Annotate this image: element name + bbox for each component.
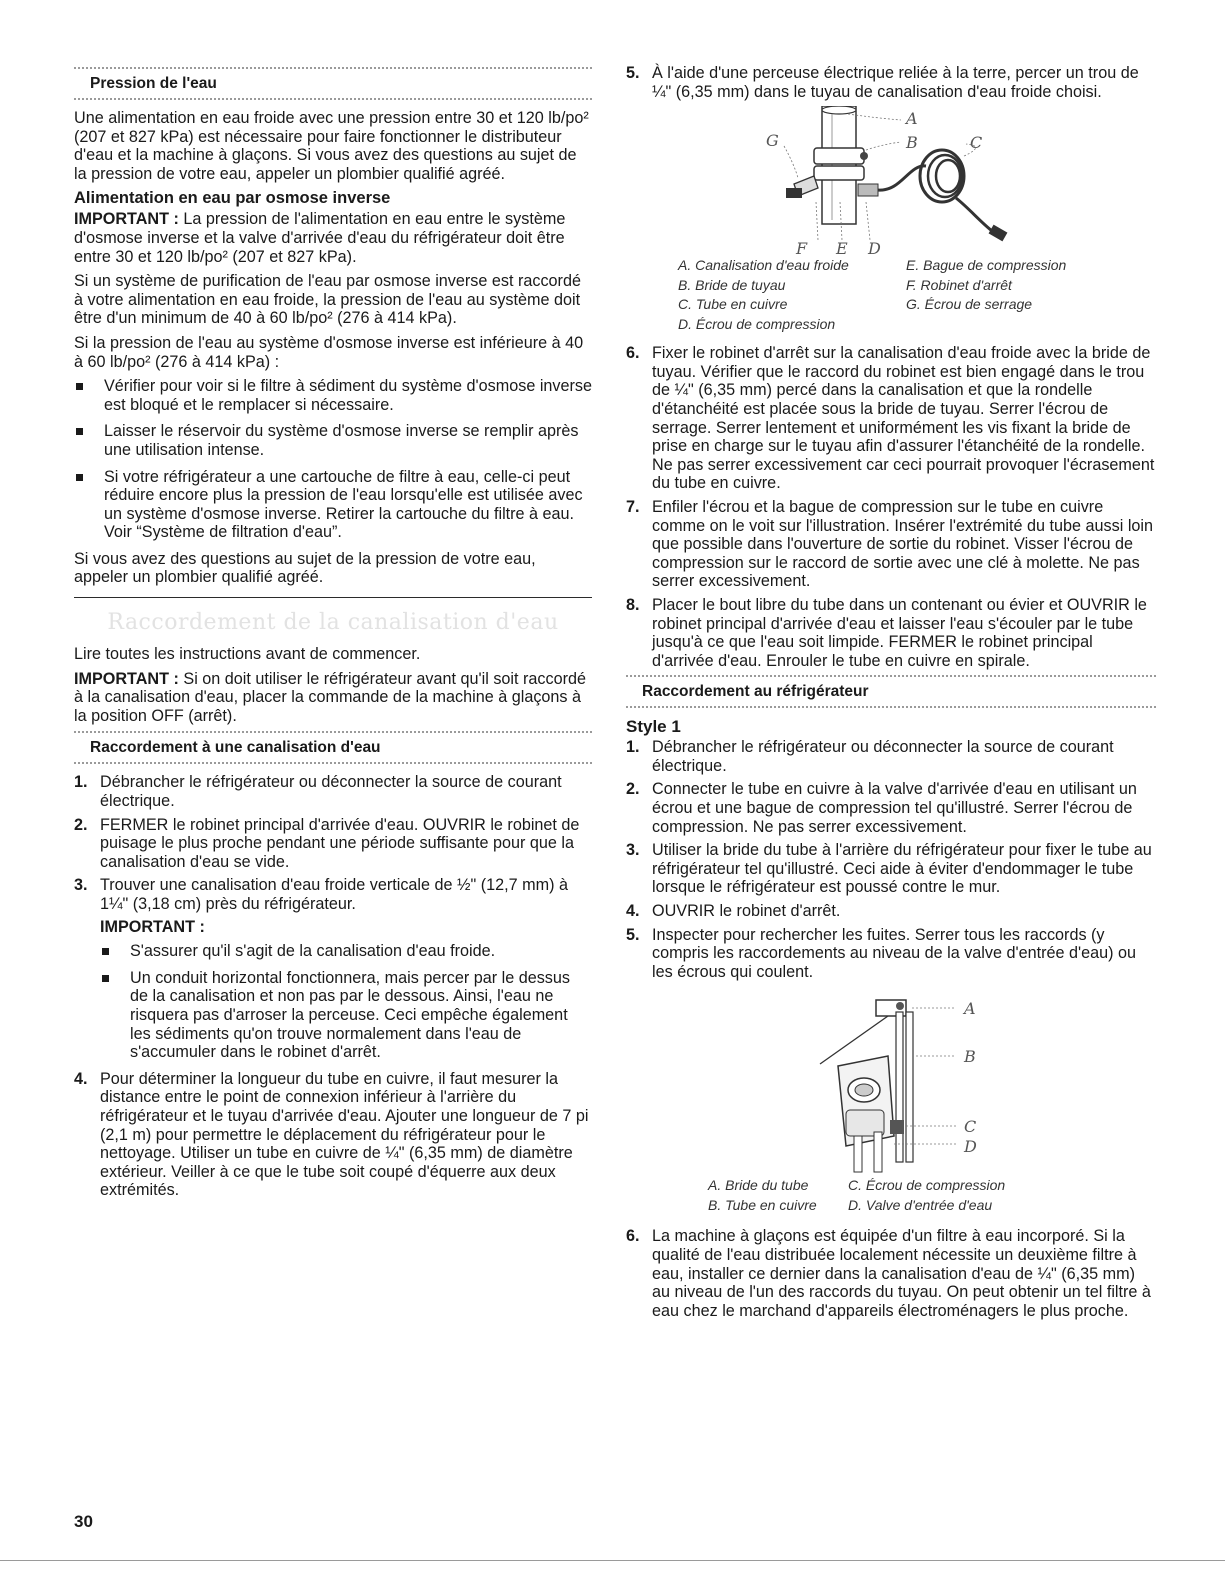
step-text: Trouver une canalisation d'eau froide verticale de ½" (12,7 mm) à 1¼" (3,18 cm) près du réfrigérateur. — [100, 876, 569, 913]
subheading-osmose: Alimentation en eau par osmose inverse — [74, 189, 391, 208]
step-item — [74, 1070, 592, 1200]
paragraph: Si la pression de l'eau au système d'osmose inverse est inférieure à 40 à 60 lb/po² (276 à 414 kPa) : — [74, 333, 584, 371]
step-text: Placer le bout libre du tube dans un contenant ou évier et OUVRIR le robinet principal d'arrivée d'eau et laisser l'eau s'écouler par le tube jusqu'à ce que l'eau soit limpide. FERMER le robinet principal d'arrivée d'eau. Enrouler le tube en cuivre en spirale. — [652, 595, 1147, 670]
step-number: 2. — [626, 780, 640, 799]
step-text: Débrancher le réfrigérateur ou déconnecter la source de courant électrique. — [100, 773, 562, 811]
step-item — [626, 926, 1156, 982]
section-divider — [74, 597, 592, 598]
important-label: IMPORTANT : — [74, 210, 179, 229]
step-text: À l'aide d'une perceuse électrique reliée à la terre, percer un trou de ¼" (6,35 mm) dans le tuyau de canalisation d'eau froide choisi. — [652, 64, 1139, 101]
paragraph: Si un système de purification de l'eau par osmose inverse est raccordé à votre alimentation en eau froide, la pression de l'eau au système doit être d'un minimum de 40 à 60 lb/po² (276 à 414 kPa). — [74, 272, 581, 328]
diagram-label-b: B — [964, 1047, 976, 1067]
step-item — [626, 1227, 1156, 1320]
step-item — [626, 738, 1156, 775]
important-label: IMPORTANT : — [100, 917, 205, 936]
caption: D. Valve d'entrée d'eau — [848, 1196, 993, 1213]
step-number: 5. — [626, 64, 640, 82]
list-item: Si votre réfrigérateur a une cartouche de filtre à eau, celle-ci peut réduire encore plus la pression de l'eau lorsqu'elle est utilisée avec un système d'osmose inverse. Retirer la cartouche du filtre à eau. Voir “Système de filtration d'eau”. — [74, 468, 592, 542]
figure-shutoff-valve — [626, 106, 1156, 256]
diagram-label-g: G — [766, 131, 779, 151]
step-number: 6. — [626, 344, 640, 363]
steps-list-refrigerateur — [626, 738, 1156, 981]
list-item: Laisser le réservoir du système d'osmose inverse se remplir après une utilisation intense. — [74, 422, 592, 459]
caption: F. Robinet d'arrêt — [906, 276, 1012, 293]
diagram-label-d: D — [964, 1137, 977, 1157]
caption: E. Bague de compression — [906, 257, 1067, 274]
subheading-style: Style 1 — [626, 717, 681, 737]
diagram-label-a: A — [906, 109, 918, 129]
bullet-list-osmose — [74, 377, 592, 542]
section-title-faint: Raccordement de la canalisation d'eau — [107, 610, 559, 636]
step-text: Débrancher le réfrigérateur ou déconnecter la source de courant électrique. — [652, 738, 1114, 775]
figure-captions-1 — [678, 256, 1156, 334]
dotted-divider — [626, 675, 1156, 677]
step-text: Enfiler l'écrou et la bague de compression sur le tube en cuivre comme on le voit sur l'illustration. Insérer l'extrémité du tube aussi loin que possible dans l'ouverture de sortie du robinet. Visser l'écrou de compression sur le raccord de sortie avec une clé à molette. Ne pas serrer excessivement. — [652, 497, 1154, 591]
section-header-refrigerateur — [626, 675, 1156, 708]
diagram-label-f: F — [796, 239, 808, 257]
step-text: Utiliser la bride du tube à l'arrière du réfrigérateur pour fixer le tube au réfrigérateur tel qu'illustré. Ceci aide à éviter d'endommager le tube lorsque le réfrigérateur est poussé contre le mur. — [652, 841, 1152, 897]
caption: C. Tube en cuivre — [678, 296, 788, 313]
important-paragraph — [74, 210, 592, 266]
steps-list-continued — [626, 64, 1156, 101]
figure-captions-2 — [708, 1176, 1156, 1215]
caption: B. Tube en cuivre — [708, 1196, 817, 1213]
diagram-label-a: A — [964, 999, 976, 1019]
caption: C. Écrou de compression — [848, 1177, 1006, 1194]
section-header-pression — [74, 67, 592, 100]
step-text: Fixer le robinet d'arrêt sur la canalisation d'eau froide avec la bride de tuyau. Vérifier que le raccord du robinet est bien engagé dans le trou de ¼" (6,35 mm) percé dans la canalisation et que la rondelle d'étanchéité est placée sous la bride de tuyau. Serrer l'écrou de serrage. Serrer lentement et uniformément les vis fixant la bride de prise en charge sur le tuyau afin d'assurer l'étanchéité de la rondelle. Ne pas serrer excessivement car ceci pourrait provoquer l'écrasement du tube en cuivre. — [652, 344, 1155, 493]
page-number: 30 — [74, 1512, 93, 1531]
step-item — [74, 876, 592, 1061]
step-number: 3. — [626, 841, 640, 860]
caption: A. Canalisation d'eau froide — [678, 257, 849, 274]
step-item — [626, 64, 1156, 101]
step-number: 2. — [74, 815, 88, 834]
diagram-label-e: E — [836, 239, 848, 257]
page-bottom-rule — [0, 1560, 1225, 1561]
step-item — [626, 841, 1156, 897]
step-text: Pour déterminer la longueur du tube en cuivre, il faut mesurer la distance entre le point de connexion inférieur à l'arrière du réfrigérateur et le tuyau d'arrivée d'eau. Ajouter une longueur de 7 pi (2,1 m) pour permettre le déplacement du réfrigérateur pour le nettoyage. Utiliser un tube en cuivre de ¼" (6,35 mm) de diamètre extérieur. Veiller à ce que le tube soit coupé d'équerre aux deux extrémités. — [100, 1069, 589, 1200]
step-number: 6. — [626, 1227, 640, 1246]
important-label: IMPORTANT : — [74, 669, 179, 688]
dotted-divider — [74, 67, 592, 69]
list-item: Vérifier pour voir si le filtre à sédiment du système d'osmose inverse est bloqué et le remplacer si nécessaire. — [74, 377, 592, 414]
step-item — [74, 816, 592, 872]
step-number: 1. — [626, 738, 640, 757]
step-number: 7. — [626, 497, 640, 516]
diagram-label-c: C — [964, 1117, 977, 1137]
diagram-label-b: B — [906, 133, 918, 153]
list-item: S'assurer qu'il s'agit de la canalisation d'eau froide. — [100, 942, 592, 961]
step-number: 4. — [74, 1069, 88, 1088]
bullet-list-important — [100, 942, 592, 1062]
step-text: FERMER le robinet principal d'arrivée d'eau. OUVRIR le robinet de puisage le plus proche pendant une période suffisante pour que la canalisation d'eau se vide. — [100, 815, 580, 871]
step-number: 5. — [626, 925, 640, 944]
section-title: Raccordement à une canalisation d'eau — [90, 739, 381, 757]
step-number: 1. — [74, 773, 88, 792]
step-item — [626, 344, 1156, 493]
figure-inlet-valve — [626, 986, 1156, 1176]
paragraph: Une alimentation en eau froide avec une pression entre 30 et 120 lb/po² (207 et 827 kPa) est nécessaire pour faire fonctionner le distributeur d'eau et la machine à glaçons. Si vous avez des questions au sujet de la pression de votre eau, appeler un plombier qualifié agréé. — [74, 109, 589, 183]
caption: B. Bride de tuyau — [678, 276, 786, 293]
steps-list-final — [626, 1227, 1156, 1320]
step-item — [626, 596, 1156, 670]
step-number: 4. — [626, 902, 640, 921]
important-paragraph — [74, 670, 592, 726]
caption: A. Bride du tube — [708, 1177, 809, 1194]
shutoff-valve-diagram — [626, 106, 1156, 256]
step-item — [626, 780, 1156, 836]
step-text: Inspecter pour rechercher les fuites. Serrer tous les raccords (y compris les raccordements au niveau de la valve d'entrée d'eau) ou les écrous qui coulent. — [652, 925, 1136, 981]
steps-list-continued-2 — [626, 344, 1156, 670]
dotted-divider — [74, 762, 592, 764]
important-text: La pression de l'alimentation en eau entre le système d'osmose inverse et la valve d'arrivée d'eau du réfrigérateur doit être entre 30 et 120 lb/po² (207 et 827 kPa). — [74, 210, 566, 266]
section-title: Pression de l'eau — [90, 75, 217, 92]
step-text: Connecter le tube en cuivre à la valve d'arrivée d'eau en utilisant un écrou et une bague de compression tel qu'illustré. Serrer l'écrou de compression. Ne pas serrer excessivement. — [652, 780, 1137, 836]
step-number: 8. — [626, 595, 640, 614]
step-item — [626, 902, 1156, 921]
step-text: OUVRIR le robinet d'arrêt. — [652, 902, 841, 921]
diagram-label-c: C — [970, 133, 983, 153]
step-item — [74, 773, 592, 810]
paragraph: Si vous avez des questions au sujet de la pression de votre eau, appeler un plombier qualifié agréé. — [74, 549, 536, 587]
right-column — [626, 64, 1156, 1325]
step-text: La machine à glaçons est équipée d'un filtre à eau incorporé. Si la qualité de l'eau distribuée localement nécessite un deuxième filtre à eau, installer ce dernier dans la canalisation d'eau de ¼" (6,35 mm) au niveau de l'un des raccords du tuyau. On peut obtenir un tel filtre à eau chez le marchand d'appareils électroménagers le plus proche. — [652, 1227, 1151, 1320]
dotted-divider — [74, 731, 592, 733]
inlet-valve-diagram — [626, 986, 1156, 1176]
section-title: Raccordement au réfrigérateur — [642, 683, 869, 701]
dotted-divider — [626, 706, 1156, 708]
caption: D. Écrou de compression — [678, 315, 836, 332]
caption: G. Écrou de serrage — [906, 296, 1033, 313]
list-item: Un conduit horizontal fonctionnera, mais percer par le dessus de la canalisation et non pas par le dessous. Ainsi, l'eau ne risquera pas d'arroser la perceuse. Ceci empêche également les sédiments qu'on trouve normalement dans l'eau de s'accumuler dans le robinet d'arrêt. — [100, 969, 592, 1062]
dotted-divider — [74, 98, 592, 100]
steps-list-canalisation — [74, 773, 592, 1199]
section-header-canalisation — [74, 731, 592, 764]
important-text: Si on doit utiliser le réfrigérateur avant qu'il soit raccordé à la canalisation d'eau, placer la commande de la machine à glaçons à la position OFF (arrêt). — [74, 669, 586, 725]
diagram-label-d: D — [868, 239, 881, 257]
step-item — [626, 498, 1156, 591]
left-column — [74, 64, 592, 1205]
paragraph: Lire toutes les instructions avant de commencer. — [74, 645, 421, 664]
step-number: 3. — [74, 876, 88, 895]
